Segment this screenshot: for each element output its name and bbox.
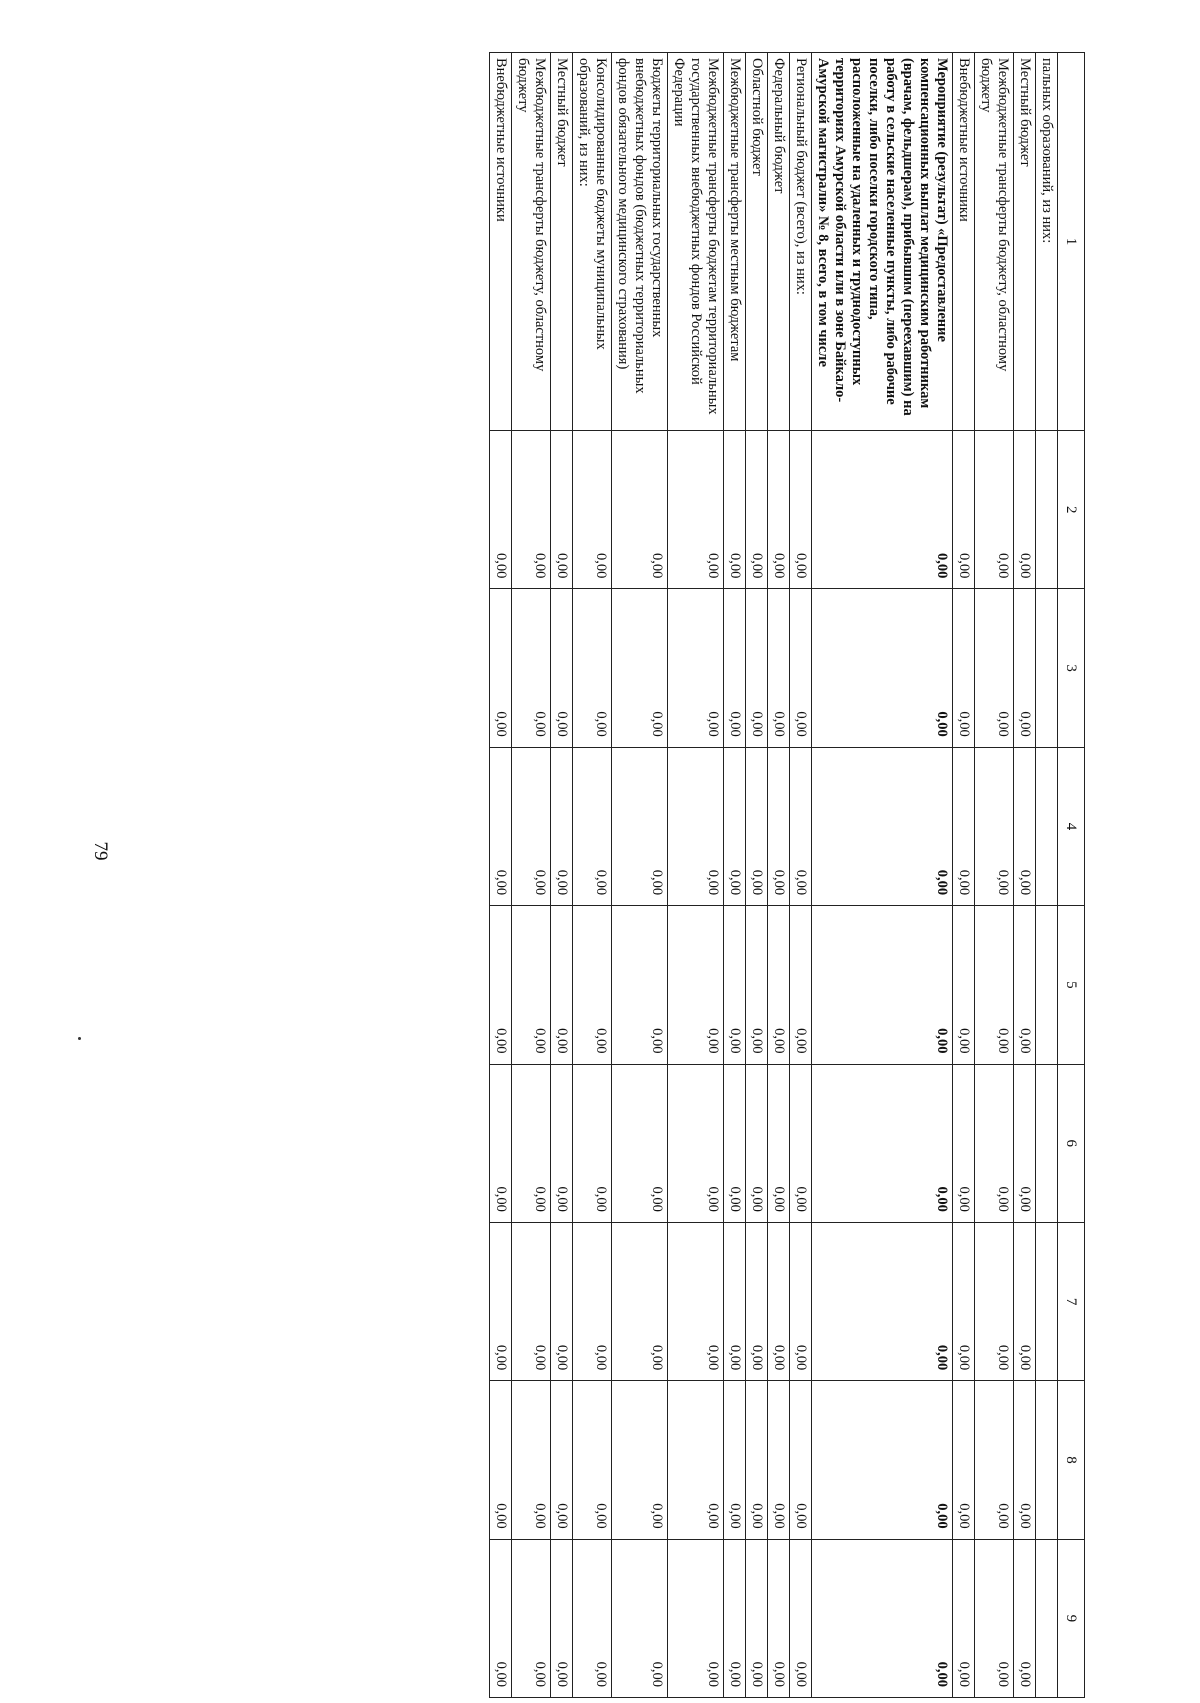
cell-value: 0,00 <box>1014 906 1036 1064</box>
cell-value: 0,00 <box>612 1539 668 1697</box>
cell-value: 0,00 <box>790 1381 812 1539</box>
cell-value: 0,00 <box>512 1539 551 1697</box>
column-header-5: 5 <box>1058 906 1085 1064</box>
column-header-2: 2 <box>1058 431 1085 589</box>
cell-value: 0,00 <box>768 431 790 589</box>
cell-value: 0,00 <box>746 1064 768 1222</box>
cell-value: 0,00 <box>573 431 612 589</box>
cell-value: 0,00 <box>668 589 724 747</box>
cell-value: 0,00 <box>490 906 512 1064</box>
table-row <box>768 53 790 1698</box>
row-label: Межбюджетные трансферты бюджету, областному бюджету <box>975 53 1014 431</box>
cell-value: 0,00 <box>790 1222 812 1380</box>
cell-value: 0,00 <box>953 589 975 747</box>
column-header-7: 7 <box>1058 1222 1085 1380</box>
cell-value: 0,00 <box>812 906 953 1064</box>
cell-value: 0,00 <box>612 747 668 905</box>
cell-value: 0,00 <box>724 1381 746 1539</box>
cell-value: 0,00 <box>512 747 551 905</box>
row-label: Межбюджетные трансферты бюджету, областному бюджету <box>512 53 551 431</box>
cell-value: 0,00 <box>975 1222 1014 1380</box>
column-header-6: 6 <box>1058 1064 1085 1222</box>
cell-value: 0,00 <box>790 589 812 747</box>
cell-value: 0,00 <box>953 1064 975 1222</box>
cell-value: 0,00 <box>551 589 573 747</box>
cell-value: 0,00 <box>1014 1539 1036 1697</box>
cell-value: 0,00 <box>812 1539 953 1697</box>
cell-value: 0,00 <box>746 589 768 747</box>
cell-value: 0,00 <box>668 747 724 905</box>
cell-value: 0,00 <box>1014 431 1036 589</box>
cell-value <box>1036 1539 1058 1697</box>
cell-value: 0,00 <box>812 747 953 905</box>
cell-value: 0,00 <box>768 906 790 1064</box>
column-header-1: 1 <box>1058 53 1085 431</box>
table-row <box>551 53 573 1698</box>
cell-value: 0,00 <box>551 431 573 589</box>
cell-value: 0,00 <box>746 1381 768 1539</box>
table-row <box>573 53 612 1698</box>
cell-value: 0,00 <box>768 1539 790 1697</box>
cell-value: 0,00 <box>768 747 790 905</box>
cell-value <box>1036 589 1058 747</box>
cell-value: 0,00 <box>573 1381 612 1539</box>
cell-value: 0,00 <box>490 747 512 905</box>
cell-value: 0,00 <box>975 1064 1014 1222</box>
cell-value: 0,00 <box>790 1064 812 1222</box>
cell-value: 0,00 <box>768 1064 790 1222</box>
cell-value: 0,00 <box>724 906 746 1064</box>
cell-value: 0,00 <box>724 1539 746 1697</box>
row-label: Региональный бюджет (всего), из них: <box>790 53 812 431</box>
table-row <box>812 53 953 1698</box>
cell-value: 0,00 <box>768 589 790 747</box>
table-row <box>512 53 551 1698</box>
cell-value: 0,00 <box>668 1064 724 1222</box>
cell-value: 0,00 <box>612 1381 668 1539</box>
cell-value: 0,00 <box>551 906 573 1064</box>
cell-value: 0,00 <box>746 431 768 589</box>
row-label: пальных образований, из них: <box>1036 53 1058 431</box>
cell-value: 0,00 <box>812 431 953 589</box>
cell-value: 0,00 <box>573 906 612 1064</box>
cell-value: 0,00 <box>490 1539 512 1697</box>
cell-value <box>1036 1381 1058 1539</box>
cell-value: 0,00 <box>746 1222 768 1380</box>
cell-value <box>1036 1222 1058 1380</box>
cell-value <box>1036 431 1058 589</box>
table-row <box>953 53 975 1698</box>
column-header-4: 4 <box>1058 747 1085 905</box>
row-label: Областной бюджет <box>746 53 768 431</box>
row-label: Внебюджетные источники <box>490 53 512 431</box>
row-label: Местный бюджет <box>1014 53 1036 431</box>
table-row <box>668 53 724 1698</box>
cell-value: 0,00 <box>490 1381 512 1539</box>
cell-value: 0,00 <box>1014 1064 1036 1222</box>
cell-value: 0,00 <box>490 1064 512 1222</box>
cell-value: 0,00 <box>612 906 668 1064</box>
cell-value: 0,00 <box>512 906 551 1064</box>
cell-value: 0,00 <box>975 906 1014 1064</box>
column-header-9: 9 <box>1058 1539 1085 1697</box>
cell-value: 0,00 <box>724 431 746 589</box>
cell-value <box>1036 747 1058 905</box>
table-row <box>490 53 512 1698</box>
page-number: 79 <box>90 841 111 861</box>
row-label: Внебюджетные источники <box>953 53 975 431</box>
cell-value: 0,00 <box>812 589 953 747</box>
cell-value: 0,00 <box>573 1539 612 1697</box>
cell-value: 0,00 <box>953 431 975 589</box>
table-body <box>490 53 1058 1698</box>
cell-value: 0,00 <box>768 1381 790 1539</box>
cell-value: 0,00 <box>573 747 612 905</box>
cell-value: 0,00 <box>551 1539 573 1697</box>
cell-value: 0,00 <box>768 1222 790 1380</box>
cell-value <box>1036 1064 1058 1222</box>
cell-value: 0,00 <box>1014 589 1036 747</box>
cell-value: 0,00 <box>668 906 724 1064</box>
cell-value: 0,00 <box>953 1381 975 1539</box>
rotated-table-container <box>180 52 1085 1697</box>
table-row <box>724 53 746 1698</box>
column-header-8: 8 <box>1058 1381 1085 1539</box>
cell-value: 0,00 <box>975 589 1014 747</box>
cell-value: 0,00 <box>490 1222 512 1380</box>
cell-value: 0,00 <box>512 1381 551 1539</box>
row-label: Местный бюджет <box>551 53 573 431</box>
cell-value: 0,00 <box>573 1222 612 1380</box>
cell-value: 0,00 <box>975 1381 1014 1539</box>
cell-value: 0,00 <box>953 1222 975 1380</box>
table-row <box>612 53 668 1698</box>
cell-value: 0,00 <box>790 1539 812 1697</box>
cell-value: 0,00 <box>512 1222 551 1380</box>
cell-value: 0,00 <box>1014 1222 1036 1380</box>
cell-value: 0,00 <box>573 1064 612 1222</box>
cell-value: 0,00 <box>790 747 812 905</box>
budget-table <box>489 52 1085 1698</box>
column-header-3: 3 <box>1058 589 1085 747</box>
cell-value: 0,00 <box>724 589 746 747</box>
cell-value: 0,00 <box>746 1539 768 1697</box>
cell-value: 0,00 <box>724 1222 746 1380</box>
cell-value: 0,00 <box>612 589 668 747</box>
row-label: Межбюджетные трансферты бюджетам территориальных государственных внебюджетных фондов Российской Федерации <box>668 53 724 431</box>
row-label: Бюджеты территориальных государственных внебюджетных фондов (бюджетных территориальных фондов обязательного медицинского страхования) <box>612 53 668 431</box>
cell-value: 0,00 <box>953 906 975 1064</box>
cell-value: 0,00 <box>612 431 668 589</box>
cell-value: 0,00 <box>612 1222 668 1380</box>
cell-value: 0,00 <box>953 1539 975 1697</box>
cell-value <box>1036 906 1058 1064</box>
scan-speck <box>78 1037 81 1040</box>
cell-value: 0,00 <box>490 431 512 589</box>
cell-value: 0,00 <box>724 1064 746 1222</box>
cell-value: 0,00 <box>668 1222 724 1380</box>
cell-value: 0,00 <box>746 906 768 1064</box>
header-row <box>1058 53 1085 1698</box>
cell-value: 0,00 <box>746 747 768 905</box>
table-row <box>746 53 768 1698</box>
cell-value: 0,00 <box>812 1222 953 1380</box>
table-row <box>1036 53 1058 1698</box>
cell-value: 0,00 <box>551 1222 573 1380</box>
cell-value: 0,00 <box>1014 1381 1036 1539</box>
cell-value: 0,00 <box>573 589 612 747</box>
table-row <box>1014 53 1036 1698</box>
cell-value: 0,00 <box>790 906 812 1064</box>
cell-value: 0,00 <box>975 431 1014 589</box>
table-row <box>790 53 812 1698</box>
cell-value: 0,00 <box>551 1064 573 1222</box>
row-label: Консолидированные бюджеты муниципальных образований, из них: <box>573 53 612 431</box>
cell-value: 0,00 <box>668 1381 724 1539</box>
cell-value: 0,00 <box>953 747 975 905</box>
row-label: Межбюджетные трансферты местным бюджетам <box>724 53 746 431</box>
cell-value: 0,00 <box>724 747 746 905</box>
table-row <box>975 53 1014 1698</box>
cell-value: 0,00 <box>790 431 812 589</box>
cell-value: 0,00 <box>668 431 724 589</box>
row-label: Мероприятие (результат) «Предоставление компенсационных выплат медицинским работникам (врачам, фельдшерам), прибывшим (переехавшим) на работу в сельские населенные пункты, либо рабочие поселки, либо поселки городского типа, расположенные на удаленных и труднодоступных территориях Амурской области или в зоне Байкало-Амурской магистрали» № 8, всего, в том числе <box>812 53 953 431</box>
cell-value: 0,00 <box>512 1064 551 1222</box>
cell-value: 0,00 <box>490 589 512 747</box>
cell-value: 0,00 <box>975 1539 1014 1697</box>
cell-value: 0,00 <box>551 1381 573 1539</box>
cell-value: 0,00 <box>512 589 551 747</box>
cell-value: 0,00 <box>612 1064 668 1222</box>
cell-value: 0,00 <box>812 1064 953 1222</box>
row-label: Федеральный бюджет <box>768 53 790 431</box>
cell-value: 0,00 <box>512 431 551 589</box>
cell-value: 0,00 <box>551 747 573 905</box>
cell-value: 0,00 <box>1014 747 1036 905</box>
cell-value: 0,00 <box>975 747 1014 905</box>
cell-value: 0,00 <box>668 1539 724 1697</box>
cell-value: 0,00 <box>812 1381 953 1539</box>
